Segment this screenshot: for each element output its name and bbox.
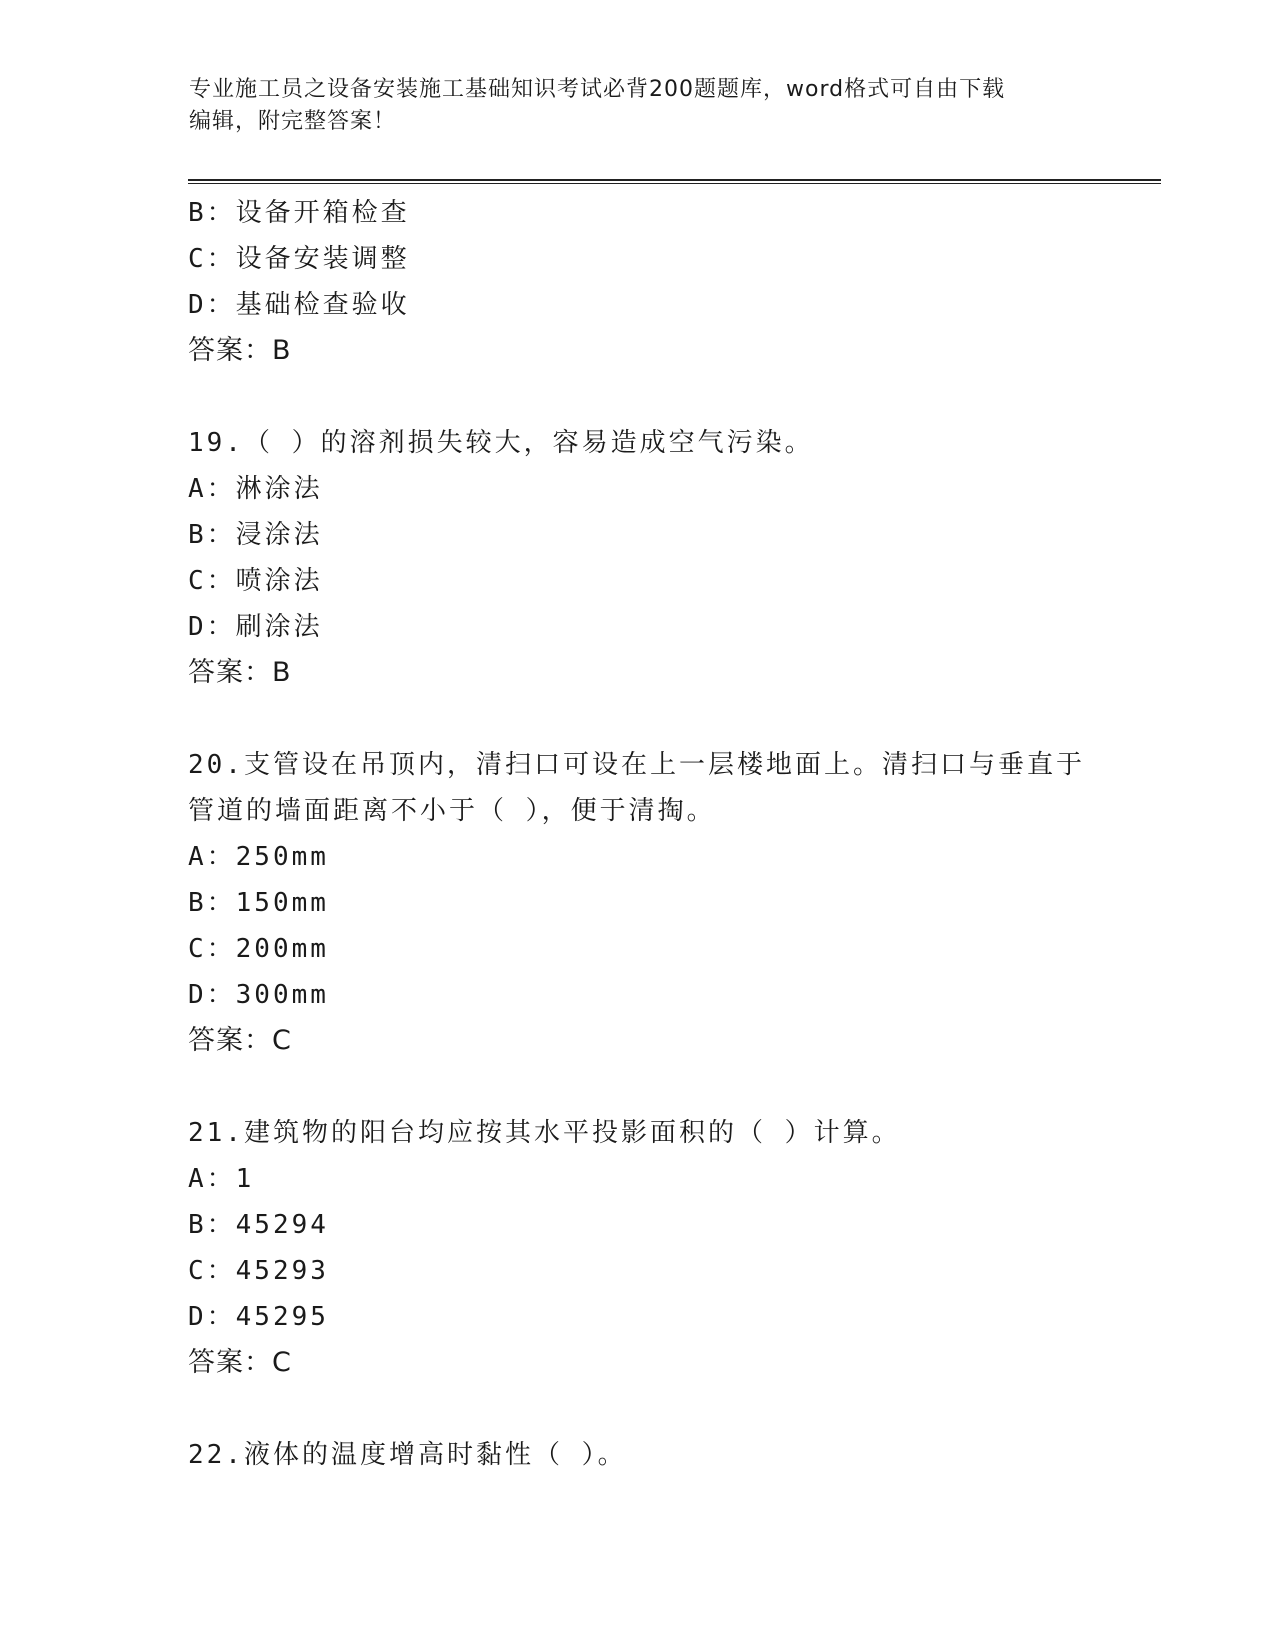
header-title-line-2: 编辑，附完整答案！	[189, 109, 397, 134]
question-22	[188, 1432, 1088, 1478]
header-rule-thick	[188, 179, 1161, 181]
spacer	[188, 1386, 1088, 1432]
question-18-continuation	[188, 190, 1088, 374]
question-stem: 20.支管设在吊顶内，清扫口可设在上一层楼地面上。清扫口与垂直于	[188, 750, 1085, 780]
option-c: C：45293	[188, 1256, 329, 1286]
spacer	[188, 696, 1088, 742]
option-d: D：刷涂法	[188, 612, 323, 642]
header-title-line-1: 专业施工员之设备安装施工基础知识考试必背200题题库，word格式可自由下载	[189, 77, 1006, 102]
option-b: B：150mm	[188, 888, 329, 918]
question-21	[188, 1110, 1088, 1386]
answer-line: 答案：B	[188, 335, 292, 366]
answer-line: 答案：C	[188, 1025, 292, 1056]
question-19	[188, 420, 1088, 696]
option-b: B：设备开箱检查	[188, 198, 410, 228]
option-b: B：浸涂法	[188, 520, 323, 550]
option-a: A：1	[188, 1164, 255, 1194]
option-d: D：45295	[188, 1302, 329, 1332]
question-stem: 22.液体的温度增高时黏性（ ）。	[188, 1440, 627, 1470]
option-a: A：250mm	[188, 842, 329, 872]
question-stem: 21.建筑物的阳台均应按其水平投影面积的（ ）计算。	[188, 1118, 901, 1148]
option-d: D：300mm	[188, 980, 329, 1010]
question-stem-continued: 管道的墙面距离不小于（ ），便于清掏。	[188, 796, 716, 826]
spacer	[188, 374, 1088, 420]
answer-line: 答案：C	[188, 1347, 292, 1378]
option-c: C：200mm	[188, 934, 329, 964]
spacer	[188, 1064, 1088, 1110]
option-d: D：基础检查验收	[188, 290, 410, 320]
option-a: A：淋涂法	[188, 474, 323, 504]
option-b: B：45294	[188, 1210, 329, 1240]
question-list	[188, 190, 1088, 1478]
question-stem: 19.（ ）的溶剂损失较大，容易造成空气污染。	[188, 428, 814, 458]
question-20	[188, 742, 1088, 1064]
answer-line: 答案：B	[188, 657, 292, 688]
option-c: C：喷涂法	[188, 566, 323, 596]
option-c: C：设备安装调整	[188, 244, 410, 274]
document-header	[189, 74, 1089, 138]
header-rule-thin	[188, 183, 1161, 184]
